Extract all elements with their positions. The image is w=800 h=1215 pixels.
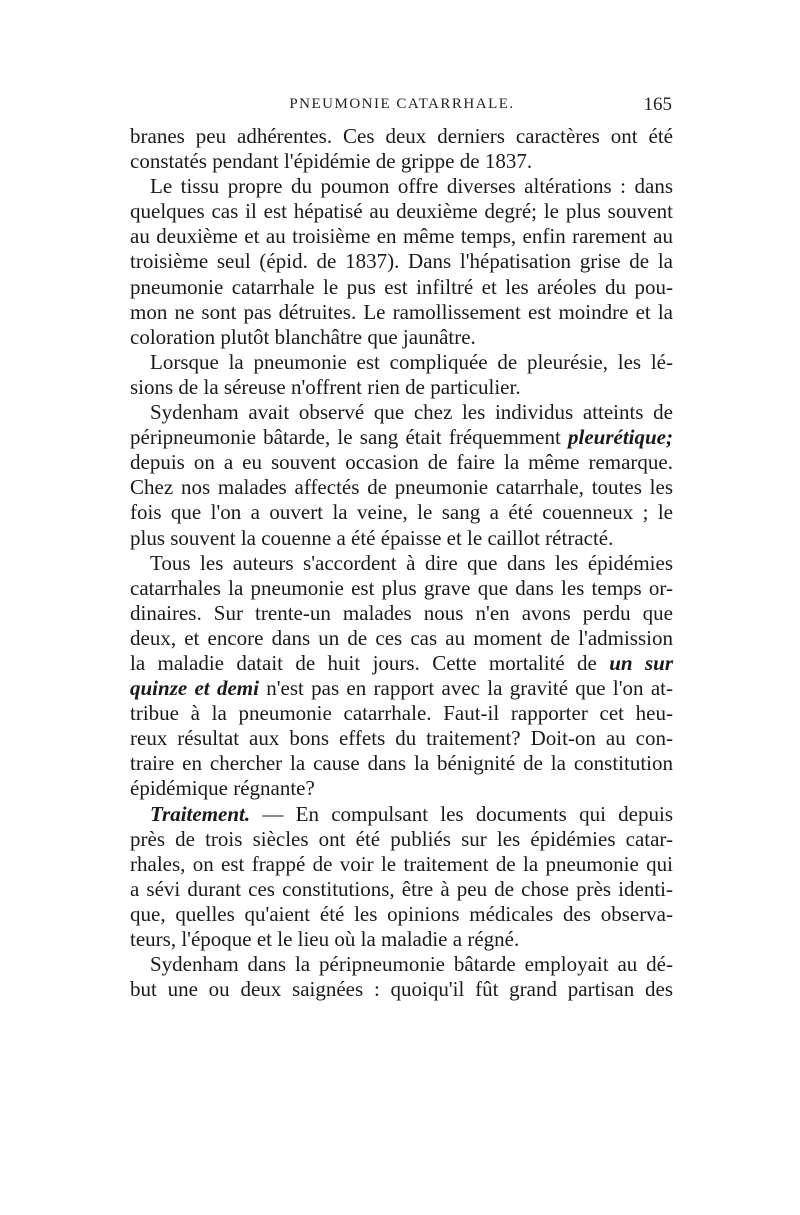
text-line: but une ou deux saignées : quoiqu'il fût grand partisan des [130, 977, 673, 1002]
text-line [130, 425, 673, 450]
italic-term: Traitement. [150, 801, 251, 826]
text-line: quelques cas il est hépatisé au deuxième degré; le plus souvent [130, 199, 673, 224]
text-line: traire en chercher la cause dans la bénignité de la constitution [130, 751, 673, 776]
text-line [130, 651, 673, 676]
page-number: 165 [643, 94, 672, 115]
text-line: tribue à la pneumonie catarrhale. Faut-il rapporter cet heu- [130, 701, 673, 726]
text-line: reux résultat aux bons effets du traitement? Doit-on au con- [130, 726, 673, 751]
paragraph-6 [130, 802, 673, 953]
paragraph-1 [130, 124, 673, 174]
text-run: la maladie datait de huit jours. Cette mortalité de [130, 650, 610, 675]
text-line: branes peu adhérentes. Ces deux derniers caractères ont été [130, 124, 673, 148]
text-line: au deuxième et au troisième en même temps, enfin rarement au [130, 224, 673, 249]
text-line: troisième seul (épid. de 1837). Dans l'hépatisation grise de la [130, 249, 673, 274]
text-line: plus souvent la couenne a été épaisse et le caillot rétracté. [130, 525, 614, 550]
text-line: Le tissu propre du poumon offre diverses altérations : dans [150, 174, 673, 199]
text-line [130, 676, 673, 701]
text-line: pneumonie catarrhale le pus est infiltré et les aréoles du pou- [130, 274, 673, 299]
text-line [130, 802, 673, 827]
text-line: a sévi durant ces constitutions, être à peu de chose près identi- [130, 876, 673, 901]
text-line: rhales, on est frappé de voir le traitement de la pneumonie qui [130, 851, 673, 876]
text-line: près de trois siècles ont été publiés sur les épidémies catar- [130, 826, 673, 851]
text-line: dinaires. Sur trente-un malades nous n'en avons perdu que [130, 600, 673, 625]
text-run: péripneumonie bâtarde, le sang était fréquemment [130, 425, 568, 450]
text-line: fois que l'on a ouvert la veine, le sang a été couenneux ; le [130, 500, 673, 525]
text-line: Lorsque la pneumonie est compliquée de pleurésie, les lé- [150, 349, 673, 374]
paragraph-5 [130, 551, 673, 802]
italic-term: pleurétique; [568, 425, 673, 450]
text-line: Sydenham avait observé que chez les individus atteints de [150, 400, 673, 425]
text-line: catarrhales la pneumonie est plus grave que dans les temps or- [130, 575, 673, 600]
italic-term: quinze et demi [130, 676, 259, 701]
text-run: — En compulsant les documents qui depuis [250, 801, 673, 826]
paragraph-4 [130, 400, 673, 551]
paragraph-2 [130, 174, 673, 350]
text-line: épidémique régnante? [130, 776, 315, 801]
text-line: mon ne sont pas détruites. Le ramollissement est moindre et la [130, 299, 673, 324]
text-line: teurs, l'époque et le lieu où la maladie a régné. [130, 927, 520, 951]
running-title: PNEUMONIE CATARRHALE. [289, 96, 515, 112]
text-line: coloration plutôt blanchâtre que jaunâtre. [130, 324, 476, 349]
text-line: que, quelles qu'aient été les opinions médicales des observa- [130, 901, 673, 926]
text-line: deux, et encore dans un de ces cas au moment de l'admission [130, 625, 673, 650]
text-line: constatés pendant l'épidémie de grippe de 1837. [130, 149, 533, 174]
text-line: Chez nos malades affectés de pneumonie catarrhale, toutes les [130, 475, 673, 500]
paragraph-7 [130, 952, 673, 1002]
paragraph-3 [130, 350, 673, 400]
body-text [130, 124, 673, 1002]
text-line: sions de la séreuse n'offrent rien de particulier. [130, 374, 521, 399]
italic-term: un sur [609, 650, 673, 675]
text-line: Sydenham dans la péripneumonie bâtarde employait au dé- [150, 952, 673, 977]
text-line: depuis on a eu souvent occasion de faire la même remarque. [130, 450, 673, 475]
page-header [132, 96, 672, 122]
text-line: Tous les auteurs s'accordent à dire que dans les épidémies [150, 550, 673, 575]
text-run: n'est pas en rapport avec la gravité que l'on at- [258, 676, 673, 701]
